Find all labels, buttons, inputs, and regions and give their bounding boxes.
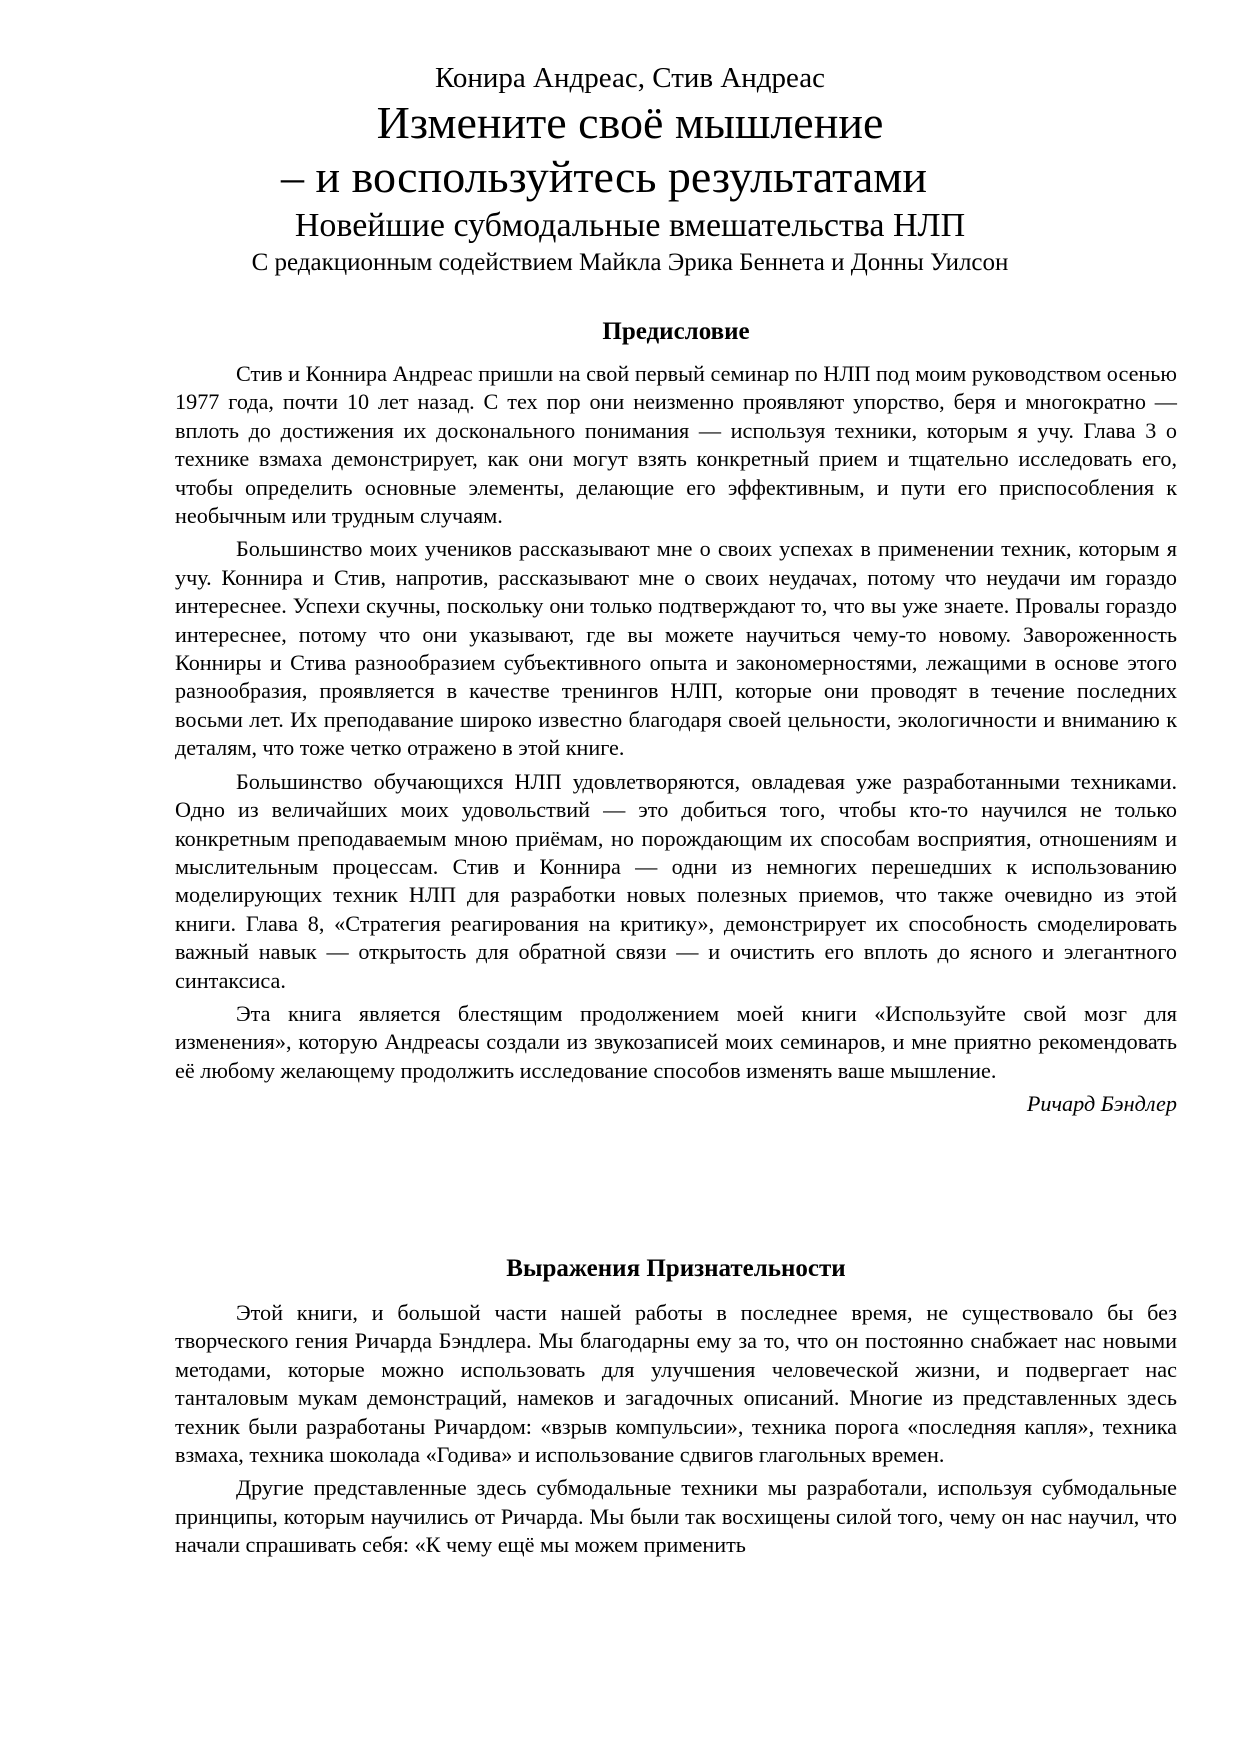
body-paragraph: Другие представленные здесь субмодальные техники мы разработали, используя субмодальные принципы, которым научились от Ричарда. Мы были так восхищены силой того, чему он нас научил, что начали спрашивать себя: «К чему ещё мы можем применить bbox=[175, 1475, 1177, 1558]
book-subtitle: Новейшие субмодальные вмешательства НЛП bbox=[294, 207, 966, 244]
body-paragraph: Эта книга является блестящим продолжением моей книги «Используйте свой мозг для изменения», которую Андреасы создали из звукозаписей моих семинаров, и мне приятно рекомендовать её любому желающему продолжить исследование способов изменять ваше мышление. bbox=[175, 1000, 1177, 1083]
book-title: Измените своё мышление bbox=[376, 97, 884, 148]
acknowledgements-section bbox=[175, 1253, 1177, 1565]
book-authors: Конира Андреас, Стив Андреас bbox=[434, 62, 826, 94]
title-block bbox=[220, 60, 1040, 280]
section-heading-acknowledgements: Выражения Признательности bbox=[506, 1255, 846, 1282]
body-paragraph: Большинство обучающихся НЛП удовлетворяются, овладевая уже разработанными техниками. Одно из величайших моих удовольствий — это добиться того, чтобы кто-то научился не только конкретным преподаваемым мною приёмам, но порождающим их способам восприятия, отношениям и мыслительным процессам. Стив и Коннира — одни из немногих перешедших к использованию моделирующих техник НЛП для разработки новых полезных приемов, что также очевидно из этой книги. Глава 8, «Стратегия реагирования на критику», демонстрирует их способность смоделировать важный навык — открытость для обратной связи — и очистить его вплоть до ясного и элегантного синтаксиса. bbox=[175, 768, 1177, 993]
preface-section bbox=[175, 316, 1177, 1119]
book-title-continuation: – и воспользуйтесь результатами bbox=[281, 151, 927, 202]
preface-signature: Ричард Бэндлер bbox=[1026, 1091, 1177, 1117]
body-paragraph: Этой книги, и большой части нашей работы в последнее время, не существовало бы без творческого гения Ричарда Бэндлера. Мы благодарны ему за то, что он постоянно снабжает нас новыми методами, которые можно использовать для улучшения человеческой жизни, и подвергает нас танталовым мукам демонстраций, намеков и загадочных описаний. Многие из представленных здесь техник были разработаны Ричардом: «взрыв компульсии», техника порога «последняя капля», техника взмаха, техника шоколада «Годива» и использование сдвигов глагольных времен. bbox=[175, 1300, 1177, 1468]
editorial-credit: С редакционным содействием Майкла Эрика Беннета и Донны Уилсон bbox=[251, 249, 1009, 276]
body-paragraph: Стив и Коннира Андреас пришли на свой первый семинар по НЛП под моим руководством осенью 1977 года, почти 10 лет назад. С тех пор они неизменно проявляют упорство, беря и многократно — вплоть до достижения их досконального понимания — используя техники, которым я учу. Глава 3 о технике взмаха демонстрирует, как они могут взять конкретный прием и тщательно исследовать его, чтобы определить основные элементы, делающие его эффективным, и пути его приспособления к необычным или трудным случаям. bbox=[175, 361, 1177, 529]
body-paragraph: Большинство моих учеников рассказывают мне о своих успехах в применении техник, которым я учу. Коннира и Стив, напротив, рассказывают мне о своих неудачах, потому что неудачи им гораздо интереснее. Успехи скучны, поскольку они только подтверждают то, что вы уже знаете. Провалы гораздо интереснее, потому что они указывают, где вы можете научиться чему-то новому. Завороженность Конниры и Стива разнообразием субъективного опыта и закономерностями, лежащими в основе этого разнообразия, проявляется в качестве тренингов НЛП, которые они проводят в течение последних восьми лет. Их преподавание широко известно благодаря своей цельности, экологичности и вниманию к деталям, что тоже четко отражено в этой книге. bbox=[175, 536, 1177, 761]
section-heading-preface: Предисловие bbox=[602, 318, 750, 345]
